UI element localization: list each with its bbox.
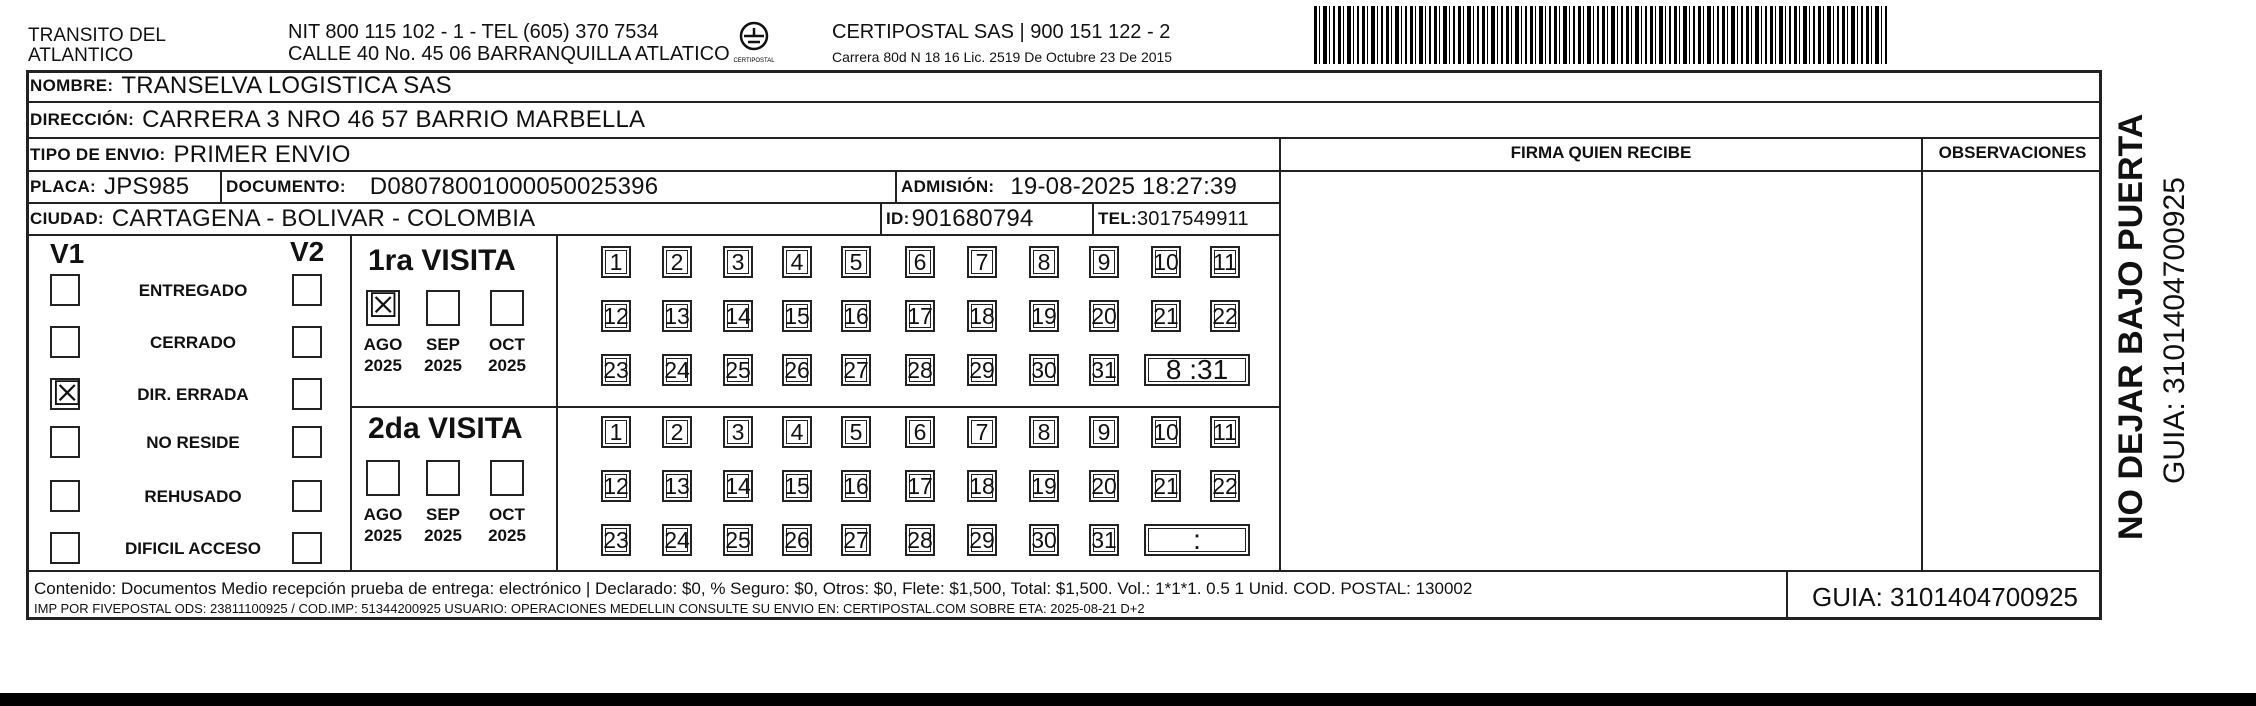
day-box[interactable]: 13 — [662, 470, 692, 502]
ciudad-cell — [26, 204, 882, 236]
sender-nit: NIT 800 115 102 - 1 - TEL (605) 370 7534 — [288, 21, 659, 43]
admision-label: ADMISIÓN: — [901, 177, 995, 196]
nombre-row — [26, 70, 2102, 103]
observaciones-header: OBSERVACIONES — [1938, 143, 2087, 162]
day-box[interactable]: 22 — [1210, 470, 1240, 502]
day-box[interactable]: 30 — [1029, 524, 1059, 556]
footer-imp: IMP POR FIVEPOSTAL ODS: 23811100925 / COD.IMP: 51344200925 USUARIO: OPERACIONES MEDELLIN CONSULTE SU ENVIO EN: CERTIPOSTAL.COM SOBRE ETA: 2025-08-21 D+2 — [34, 601, 1145, 616]
month-year: 2025 — [364, 526, 402, 545]
day-box[interactable]: 6 — [905, 246, 935, 278]
tipo-envio-value: PRIMER ENVIO — [173, 140, 351, 168]
month-checkbox-oct[interactable] — [490, 460, 524, 496]
day-box[interactable]: 3 — [723, 416, 753, 448]
barcode — [1314, 6, 1888, 64]
day-box[interactable]: 12 — [601, 300, 631, 332]
v1-checkbox[interactable] — [50, 326, 80, 358]
day-box[interactable]: 23 — [601, 524, 631, 556]
day-box[interactable]: 18 — [967, 470, 997, 502]
day-box[interactable]: 16 — [841, 470, 871, 502]
month-label — [482, 504, 532, 546]
ciudad-value: CARTAGENA - BOLIVAR - COLOMBIA — [111, 205, 536, 232]
admision-cell — [897, 172, 1281, 204]
day-box[interactable]: 20 — [1089, 470, 1119, 502]
day-box[interactable]: 4 — [782, 416, 812, 448]
month-name: OCT — [489, 335, 525, 354]
nombre-label: NOMBRE: — [30, 75, 114, 95]
month-checkbox-ago[interactable] — [366, 460, 400, 496]
id-value: 901680794 — [911, 205, 1034, 232]
month-name: AGO — [363, 335, 403, 354]
day-box[interactable]: 11 — [1210, 246, 1240, 278]
v1-checkbox[interactable] — [50, 532, 80, 564]
direccion-label: DIRECCIÓN: — [30, 110, 135, 129]
time-box[interactable]: 8 :31 — [1144, 354, 1250, 386]
v1-header: V1 — [50, 238, 85, 269]
month-label — [358, 334, 408, 376]
status-reason-label: DIFICIL ACCESO — [124, 539, 261, 558]
tipo-envio-label: TIPO DE ENVIO: — [30, 144, 166, 164]
day-box[interactable]: 12 — [601, 470, 631, 502]
status-reason-label: ENTREGADO — [138, 281, 248, 300]
documento-label: DOCUMENTO: — [226, 177, 346, 196]
month-name: OCT — [489, 505, 525, 524]
month-label — [482, 334, 532, 376]
status-reason-label: NO RESIDE — [146, 433, 240, 452]
day-box[interactable]: 17 — [905, 300, 935, 332]
second-visit-title: 2da VISITA — [368, 412, 523, 445]
day-box[interactable]: 13 — [662, 300, 692, 332]
month-name: AGO — [363, 505, 403, 524]
day-box[interactable]: 9 — [1089, 246, 1119, 278]
day-box[interactable]: 21 — [1151, 470, 1181, 502]
month-checkbox-ago[interactable]: ☒ — [368, 286, 399, 326]
day-box[interactable]: 28 — [905, 524, 935, 556]
documento-cell — [222, 172, 897, 204]
v2-checkbox[interactable] — [292, 480, 322, 512]
v1-checkbox[interactable] — [50, 480, 80, 512]
day-box[interactable]: 2 — [662, 416, 692, 448]
day-box[interactable]: 25 — [723, 524, 753, 556]
v2-checkbox[interactable] — [292, 326, 322, 358]
v1-checkbox[interactable] — [50, 426, 80, 458]
day-box[interactable]: 10 — [1151, 416, 1181, 448]
logo-caption: CERTIPOSTAL — [733, 58, 775, 64]
day-box[interactable]: 5 — [841, 416, 871, 448]
tel-cell — [1094, 204, 1281, 236]
sender-company-line-2: ATLANTICO — [28, 45, 134, 66]
day-box[interactable]: 29 — [967, 354, 997, 386]
day-box[interactable]: 27 — [841, 354, 871, 386]
direccion-row — [26, 103, 2102, 139]
month-year: 2025 — [488, 526, 526, 545]
day-box[interactable]: 24 — [662, 354, 692, 386]
firma-header: FIRMA QUIEN RECIBE — [1510, 143, 1692, 162]
v2-checkbox[interactable] — [292, 378, 322, 410]
documento-value: D08078001000050025396 — [369, 173, 659, 200]
day-box[interactable]: 4 — [782, 246, 812, 278]
month-year: 2025 — [424, 526, 462, 545]
month-label — [418, 334, 468, 376]
month-year: 2025 — [424, 356, 462, 375]
month-name: SEP — [425, 505, 461, 524]
day-box[interactable]: 31 — [1089, 354, 1119, 386]
day-box[interactable]: 31 — [1089, 524, 1119, 556]
day-box[interactable]: 2 — [662, 246, 692, 278]
day-box[interactable]: 18 — [967, 300, 997, 332]
v1-checkbox[interactable]: ☒ — [52, 374, 83, 414]
day-box[interactable]: 1 — [601, 246, 631, 278]
day-box[interactable]: 16 — [841, 300, 871, 332]
v2-header: V2 — [290, 236, 325, 267]
sender-address: CALLE 40 No. 45 06 BARRANQUILLA ATLATICO — [288, 43, 730, 65]
month-name: SEP — [425, 335, 461, 354]
day-box[interactable]: 8 — [1029, 416, 1059, 448]
tipo-envio-row — [26, 139, 1281, 172]
day-box[interactable]: 29 — [967, 524, 997, 556]
courier-license: Carrera 80d N 18 16 Lic. 2519 De Octubre 23 De 2015 — [832, 49, 1173, 65]
status-reason-label: CERRADO — [150, 333, 236, 352]
time-box[interactable]: : — [1144, 524, 1250, 556]
day-box[interactable]: 10 — [1151, 246, 1181, 278]
day-box[interactable]: 25 — [723, 354, 753, 386]
placa-label: PLACA: — [30, 177, 97, 196]
courier-name: CERTIPOSTAL SAS | 900 151 122 - 2 — [832, 21, 1171, 43]
day-box[interactable]: 30 — [1029, 354, 1059, 386]
sender-company — [28, 26, 166, 66]
v2-checkbox[interactable] — [292, 274, 322, 306]
ciudad-label: CIUDAD: — [30, 209, 104, 228]
v2-checkbox[interactable] — [292, 532, 322, 564]
status-reason-label: DIR. ERRADA — [137, 385, 249, 404]
side-guia: GUIA: 3101404700925 — [2158, 177, 2191, 484]
day-box[interactable]: 26 — [782, 354, 812, 386]
month-year: 2025 — [364, 356, 402, 375]
footer-guia: GUIA: 3101404700925 — [1812, 582, 2078, 612]
day-box[interactable]: 26 — [782, 524, 812, 556]
day-box[interactable]: 19 — [1029, 300, 1059, 332]
day-box[interactable]: 14 — [723, 300, 753, 332]
id-cell — [882, 204, 1094, 236]
first-visit-title: 1ra VISITA — [368, 244, 516, 277]
day-box[interactable]: 1 — [601, 416, 631, 448]
day-box[interactable]: 3 — [723, 246, 753, 278]
placa-cell — [26, 172, 222, 204]
day-box[interactable]: 17 — [905, 470, 935, 502]
month-checkbox-sep[interactable] — [426, 460, 460, 496]
day-box[interactable]: 9 — [1089, 416, 1119, 448]
month-checkbox-oct[interactable] — [490, 290, 524, 326]
day-box[interactable]: 15 — [782, 470, 812, 502]
admision-value: 19-08-2025 18:27:39 — [1010, 173, 1238, 200]
id-label: ID: — [886, 209, 910, 228]
day-box[interactable]: 7 — [967, 416, 997, 448]
day-box[interactable]: 20 — [1089, 300, 1119, 332]
day-box[interactable]: 5 — [841, 246, 871, 278]
day-box[interactable]: 24 — [662, 524, 692, 556]
day-box[interactable]: 8 — [1029, 246, 1059, 278]
tel-value: 3017549911 — [1136, 207, 1249, 230]
v2-checkbox[interactable] — [292, 426, 322, 458]
day-box[interactable]: 7 — [967, 246, 997, 278]
footer-contenido: Contenido: Documentos Medio recepción prueba de entrega: electrónico | Declarado: $0, % Seguro: $0, Otros: $0, Flete: $1,500, Total: $1,500. Vol.: 1*1*1. 0.5 1 Unid. COD. POSTAL: 130002 — [34, 579, 1473, 598]
month-checkbox-sep[interactable] — [426, 290, 460, 326]
day-box[interactable]: 19 — [1029, 470, 1059, 502]
day-box[interactable]: 21 — [1151, 300, 1181, 332]
month-label — [418, 504, 468, 546]
sender-company-line-1: TRANSITO DEL — [28, 25, 166, 46]
nombre-value: TRANSELVA LOGISTICA SAS — [121, 71, 452, 99]
day-box[interactable]: 28 — [905, 354, 935, 386]
month-label — [358, 504, 408, 546]
tel-label: TEL: — [1098, 209, 1137, 228]
day-box[interactable]: 6 — [905, 416, 935, 448]
direccion-value: CARRERA 3 NRO 46 57 BARRIO MARBELLA — [142, 106, 646, 133]
day-box[interactable]: 11 — [1210, 416, 1240, 448]
v1-checkbox[interactable] — [50, 274, 80, 306]
bottom-bar — [0, 693, 2256, 706]
day-box[interactable]: 15 — [782, 300, 812, 332]
day-box[interactable]: 14 — [723, 470, 753, 502]
day-box[interactable]: 22 — [1210, 300, 1240, 332]
placa-value: JPS985 — [104, 173, 190, 200]
no-dejar-bajo-puerta: NO DEJAR BAJO PUERTA — [2112, 113, 2150, 540]
day-box[interactable]: 23 — [601, 354, 631, 386]
status-reason-label: REHUSADO — [144, 487, 242, 506]
month-year: 2025 — [488, 356, 526, 375]
certipostal-logo — [730, 20, 778, 68]
day-box[interactable]: 27 — [841, 524, 871, 556]
